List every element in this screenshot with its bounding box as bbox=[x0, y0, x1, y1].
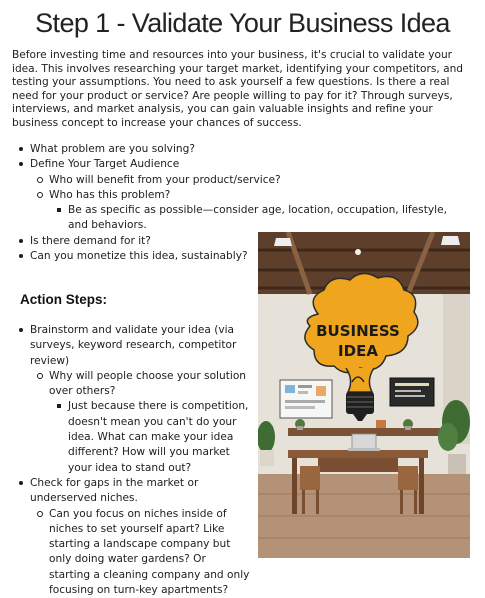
chalkboard-right bbox=[390, 378, 434, 406]
sub-sub-list-item: Be as specific as possible—consider age, location, occupation, lifestyle, and behaviors. bbox=[49, 203, 452, 234]
list-item: Brainstorm and validate your idea (via surveys, keyword research, competitor review) Why will people choose your solution over others? Just because there is competition, doesn't mean you can't do your idea. What can make your idea different? How will you market your idea to stand out? bbox=[12, 323, 250, 476]
sub-list-item: Why will people choose your solution over others? Just because there is competition, doesn't mean you can't do your idea. What can make your idea different? How will you market your idea to stand out? bbox=[30, 369, 250, 476]
page-title: Step 1 - Validate Your Business Idea bbox=[35, 8, 450, 38]
sub-list-item: Who will benefit from your product/service? bbox=[30, 173, 452, 188]
list-item: What problem are you solving? bbox=[12, 142, 452, 157]
list-item: Define Your Target Audience Who will benefit from your product/service? Who has this problem? Be as specific as possible—consider age, location, occupation, lifestyle, and behaviors. bbox=[12, 157, 452, 233]
office-scene-image bbox=[258, 232, 470, 558]
bulb-text-idea: IDEA bbox=[338, 342, 378, 360]
sub-sub-list-item: Just because there is competition, doesn't mean you can't do your idea. What can make your idea different? How will you market your idea to stand out? bbox=[49, 399, 250, 475]
whiteboard-left bbox=[280, 380, 332, 418]
list-item: Can you monetize this idea, sustainably? bbox=[12, 249, 452, 264]
list-item: Check for gaps in the market or underserved niches. Can you focus on niches inside of niches to set yourself apart? Like starting a landscape company but only doing water gardens? Or starting a cleaning company and only focusing on turn-key apartments? bbox=[12, 476, 250, 598]
laptop-icon bbox=[348, 434, 380, 451]
bulb-text-business: BUSINESS bbox=[316, 322, 400, 340]
action-steps-heading: Action Steps: bbox=[20, 292, 108, 307]
intro-paragraph: Before investing time and resources into your business, it's crucial to validate your idea. This involves researching your target market, identifying your competitors, and testing your assumptions. You need to ask yourself a few questions. Is there a real need for your product or service? Are people willing to pay for it? Through surveys, interviews, and market analysis, you can gain valuable insights and refine your business concept to increase your chances of success. bbox=[12, 49, 464, 129]
action-steps-list bbox=[12, 323, 250, 598]
business-idea-illustration bbox=[258, 232, 470, 558]
sub-list-item: Can you focus on niches inside of niches to set yourself apart? Like starting a landscape company but only doing water gardens? Or starting a cleaning company and only focusing on turn-key apartments? bbox=[30, 507, 250, 598]
list-item: Is there demand for it? bbox=[12, 234, 452, 249]
potted-plant-left bbox=[258, 421, 275, 466]
sub-list-item: Who has this problem? Be as specific as possible—consider age, location, occupation, lifestyle, and behaviors. bbox=[30, 188, 452, 234]
